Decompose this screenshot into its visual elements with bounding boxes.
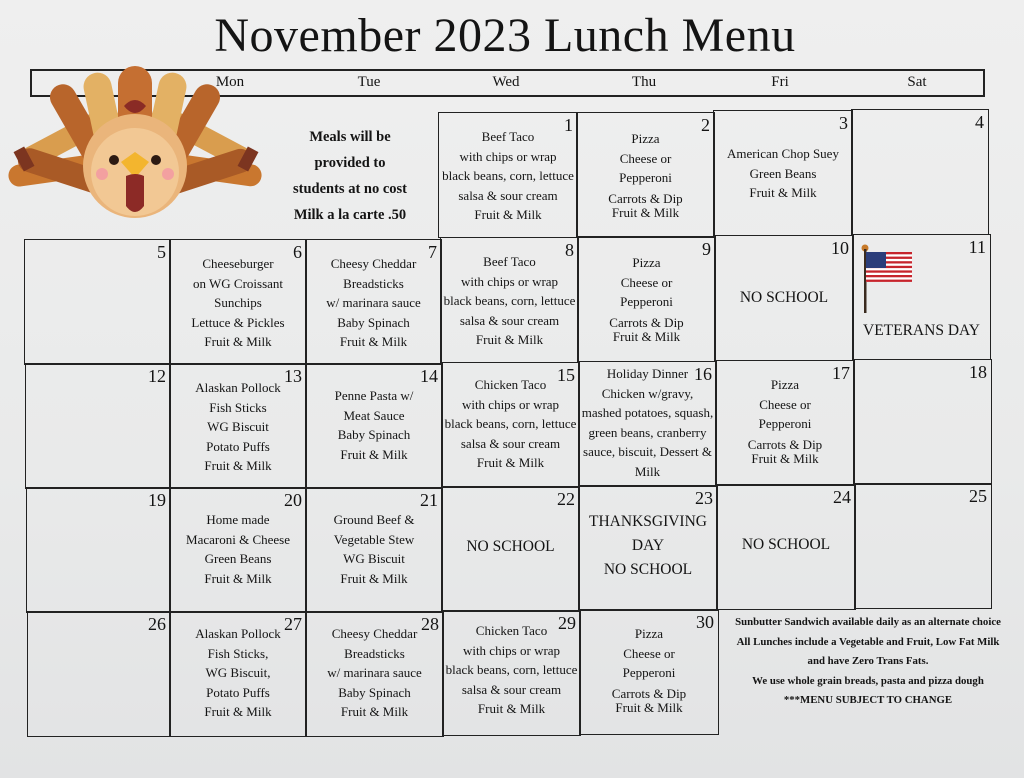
day-menu — [577, 129, 714, 220]
menu-line: Fruit & Milk — [611, 204, 680, 220]
menu-line: Vegetable Stew — [333, 531, 415, 547]
day-menu — [306, 254, 441, 352]
no-school-label: NO SCHOOL — [741, 536, 831, 553]
menu-line: Fruit & Milk — [474, 207, 542, 223]
calendar-day-22 — [441, 486, 580, 612]
day-number: 30 — [696, 612, 714, 632]
menu-line: Fruit & Milk — [340, 704, 409, 720]
menu-line: Cheesy Cheddar — [331, 626, 418, 641]
day-number: 1 — [564, 115, 573, 135]
thanksgiving-line: NO SCHOOL — [603, 561, 693, 578]
day-number: 26 — [148, 614, 166, 634]
menu-line: Alaskan Pollock — [195, 380, 281, 395]
menu-line: Carrots & Dip — [608, 190, 683, 206]
menu-line: black beans, corn, lettuce — [444, 416, 577, 432]
menu-line: Baby Spinach — [337, 427, 411, 443]
day-number: 9 — [702, 239, 711, 259]
menu-line: Green Beans — [749, 165, 817, 181]
menu-line: salsa & sour cream — [458, 187, 558, 203]
menu-line: Beef Taco — [481, 129, 535, 144]
day-number: 3 — [839, 113, 848, 133]
day-menu — [714, 144, 852, 203]
calendar-day-25 — [854, 483, 992, 609]
menu-line: Fish Sticks, — [207, 645, 269, 661]
calendar-day-12 — [25, 363, 171, 489]
day-number: 8 — [565, 240, 574, 260]
day-header-thu: Thu — [631, 74, 657, 90]
menu-line: Fruit & Milk — [612, 328, 681, 344]
menu-line: salsa & sour cream — [461, 681, 562, 697]
day-number: 19 — [148, 490, 166, 510]
menu-line: Macaroni & Cheese — [186, 531, 290, 547]
calendar-day-14 — [305, 363, 443, 489]
calendar-day-17 — [715, 360, 855, 486]
menu-line: Fruit & Milk — [475, 332, 544, 348]
day-menu — [439, 127, 577, 225]
day-number: 21 — [420, 490, 438, 510]
menu-line: Fruit & Milk — [749, 185, 817, 201]
menu-line: Penne Pasta w/ — [334, 388, 414, 403]
no-school-label: NO SCHOOL — [466, 538, 555, 555]
menu-line: w/ marinara sauce — [327, 665, 422, 681]
menu-line: salsa & sour cream — [459, 312, 560, 328]
menu-line: Potato Puffs — [206, 438, 270, 454]
day-menu — [306, 386, 442, 464]
menu-line: Lettuce & Pickles — [191, 314, 285, 330]
menu-line: Chicken w/gravy, — [601, 385, 694, 401]
menu-line: Pizza — [632, 255, 661, 270]
menu-line: Fruit & Milk — [340, 570, 408, 586]
free-meals-notice — [260, 124, 440, 228]
notice-line: students at no cost — [293, 181, 407, 197]
day-number: 16 — [694, 364, 712, 384]
day-number: 5 — [157, 242, 166, 262]
menu-line: Carrots & Dip — [611, 685, 687, 701]
day-number: 27 — [284, 614, 302, 634]
day-number: 14 — [420, 366, 438, 386]
menu-line: American Chop Suey — [727, 146, 839, 161]
menu-line: Pizza — [631, 131, 660, 146]
menu-line: Breadsticks — [343, 275, 404, 291]
menu-line: sauce, biscuit, Dessert & — [583, 444, 712, 460]
day-menu — [306, 624, 443, 722]
menu-line: Fruit & Milk — [204, 458, 272, 474]
calendar-day-13 — [169, 363, 307, 489]
menu-line: Carrots & Dip — [609, 314, 684, 330]
day-header-mon: Mon — [215, 74, 245, 90]
day-number: 23 — [695, 488, 713, 508]
menu-line: Fruit & Milk — [615, 699, 683, 715]
note-line: Sunbutter Sandwich available daily as an alternate choice — [735, 616, 1001, 628]
day-number: 24 — [833, 487, 851, 507]
note-line: and have Zero Trans Fats. — [807, 655, 929, 667]
calendar-day-21 — [305, 487, 443, 613]
day-header-fri: Fri — [771, 74, 789, 90]
calendar-day-24 — [716, 484, 856, 610]
menu-line: Cheeseburger — [202, 256, 274, 271]
menu-line: Pepperoni — [620, 294, 673, 310]
day-number: 18 — [969, 362, 987, 382]
menu-line: Potato Puffs — [206, 684, 270, 700]
menu-line: green beans, cranberry — [588, 424, 707, 440]
menu-line: w/ marinara sauce — [326, 295, 421, 311]
menu-line: Pepperoni — [622, 665, 676, 681]
calendar-day-29 — [442, 610, 581, 736]
calendar-day-4 — [851, 109, 989, 235]
menu-line: Fruit & Milk — [339, 334, 408, 350]
calendar-day-7 — [305, 239, 442, 365]
menu-line: mashed potatoes, squash, — [581, 405, 714, 421]
menu-line: Alaskan Pollock — [195, 626, 281, 641]
day-number: 12 — [148, 366, 166, 386]
calendar-day-10 — [714, 235, 854, 361]
notice-line: Milk a la carte .50 — [293, 207, 407, 223]
menu-line: Milk — [634, 463, 661, 479]
day-number: 28 — [421, 614, 439, 634]
menu-line: Meat Sauce — [343, 407, 405, 423]
menu-line: Beef Taco — [483, 254, 536, 269]
thanksgiving-label — [579, 510, 717, 582]
page-title: November 2023 Lunch Menu — [214, 9, 796, 62]
day-menu — [170, 624, 306, 722]
menu-line: WG Biscuit — [343, 551, 405, 567]
menu-line: Home made — [206, 512, 270, 527]
menu-line: Green Beans — [204, 551, 272, 567]
menu-line: Pizza — [770, 377, 800, 392]
menu-line: black beans, corn, lettuce — [443, 293, 576, 309]
note-line: ***MENU SUBJECT TO CHANGE — [783, 694, 953, 706]
calendar-day-19 — [26, 487, 171, 613]
menu-line: salsa & sour cream — [460, 435, 561, 451]
day-number: 2 — [701, 115, 710, 135]
day-menu — [306, 510, 442, 588]
menu-line: Fish Sticks — [209, 399, 267, 415]
menu-line: Baby Spinach — [338, 684, 411, 700]
note-line: We use whole grain breads, pasta and pizza dough — [752, 674, 984, 687]
day-menu — [580, 624, 718, 715]
calendar-day-26 — [27, 611, 171, 737]
day-number: 13 — [284, 366, 302, 386]
calendar-day-30 — [579, 609, 719, 735]
day-menu — [578, 253, 715, 344]
menu-notes — [718, 613, 1018, 711]
day-number: 10 — [831, 238, 849, 258]
menu-line: black beans, corn, lettuce — [442, 168, 574, 184]
day-header-sat: Sat — [907, 74, 927, 90]
calendar-day-5 — [24, 239, 171, 365]
menu-line: Fruit & Milk — [204, 334, 272, 350]
thanksgiving-line: DAY — [631, 537, 665, 554]
day-menu — [579, 364, 716, 482]
day-number: 6 — [293, 242, 302, 262]
menu-line: Cheesy Cheddar — [330, 256, 417, 271]
calendar-day-15 — [441, 362, 580, 488]
menu-line: Chicken Taco — [475, 623, 548, 638]
menu-line: Chicken Taco — [474, 377, 547, 392]
notice-line: provided to — [314, 155, 386, 171]
american-flag-icon — [860, 244, 916, 314]
menu-line: Fruit & Milk — [204, 570, 272, 586]
calendar-day-28 — [305, 611, 444, 737]
day-number: 22 — [557, 489, 575, 509]
day-menu — [170, 510, 306, 588]
menu-line: Carrots & Dip — [747, 436, 823, 452]
calendar-day-9 — [577, 236, 716, 362]
menu-line: on WG Croissant — [192, 275, 284, 291]
day-menu — [170, 378, 306, 476]
calendar-day-6 — [169, 239, 307, 365]
veterans-day-label: VETERANS DAY — [863, 322, 980, 339]
menu-line: with chips or wrap — [460, 273, 559, 289]
menu-line: WG Biscuit — [207, 419, 269, 435]
day-number: 29 — [558, 613, 576, 633]
notice-line: Meals will be — [309, 129, 391, 145]
menu-line: black beans, corn, lettuce — [445, 662, 578, 678]
menu-line: Cheese or — [623, 645, 675, 661]
day-menu — [441, 252, 578, 350]
menu-line: with chips or wrap — [462, 642, 561, 658]
day-menu — [442, 375, 579, 473]
day-number: 20 — [284, 490, 302, 510]
calendar-day-20 — [169, 487, 307, 613]
menu-line: with chips or wrap — [461, 396, 560, 412]
menu-line: Breadsticks — [344, 645, 405, 661]
calendar-day-1 — [438, 112, 578, 238]
no-school-label: NO SCHOOL — [739, 289, 829, 306]
day-number: 4 — [975, 112, 984, 132]
menu-line: Cheese or — [619, 150, 672, 166]
day-number: 15 — [557, 365, 575, 385]
menu-line: Ground Beef & — [333, 512, 415, 527]
day-number: 7 — [428, 242, 437, 262]
menu-line: Pepperoni — [758, 416, 812, 432]
day-header-wed: Wed — [492, 74, 520, 90]
calendar-day-2 — [576, 112, 715, 238]
day-menu — [716, 375, 854, 466]
day-number: 25 — [969, 486, 987, 506]
day-menu — [443, 621, 580, 719]
menu-line: Holiday Dinner — [606, 366, 689, 381]
calendar-day-27 — [169, 611, 307, 737]
menu-line: WG Biscuit, — [205, 665, 271, 681]
menu-line: Fruit & Milk — [204, 704, 272, 720]
menu-line: Sunchips — [214, 295, 262, 311]
menu-line: Fruit & Milk — [751, 450, 819, 466]
menu-line: Fruit & Milk — [340, 446, 408, 462]
calendar-day-18 — [853, 359, 992, 485]
note-line: All Lunches include a Vegetable and Fruit, Low Fat Milk — [736, 635, 1000, 648]
menu-line: Pizza — [634, 626, 664, 641]
turkey-icon — [6, 62, 264, 234]
day-menu — [170, 254, 306, 352]
day-number: 11 — [968, 237, 986, 257]
menu-line: Cheese or — [759, 396, 811, 412]
calendar-day-3 — [713, 110, 853, 236]
thanksgiving-line: THANKSGIVING — [589, 513, 707, 530]
menu-line: Fruit & Milk — [476, 455, 545, 471]
menu-line: Pepperoni — [619, 170, 672, 186]
calendar-day-16 — [578, 361, 717, 487]
day-header-tue: Tue — [357, 74, 381, 90]
menu-line: with chips or wrap — [459, 148, 557, 164]
menu-line: Fruit & Milk — [477, 701, 546, 717]
menu-line: Cheese or — [620, 274, 673, 290]
menu-line: Baby Spinach — [337, 314, 410, 330]
calendar-day-8 — [440, 237, 579, 363]
calendar-day-23 — [578, 485, 718, 611]
day-number: 17 — [832, 363, 850, 383]
